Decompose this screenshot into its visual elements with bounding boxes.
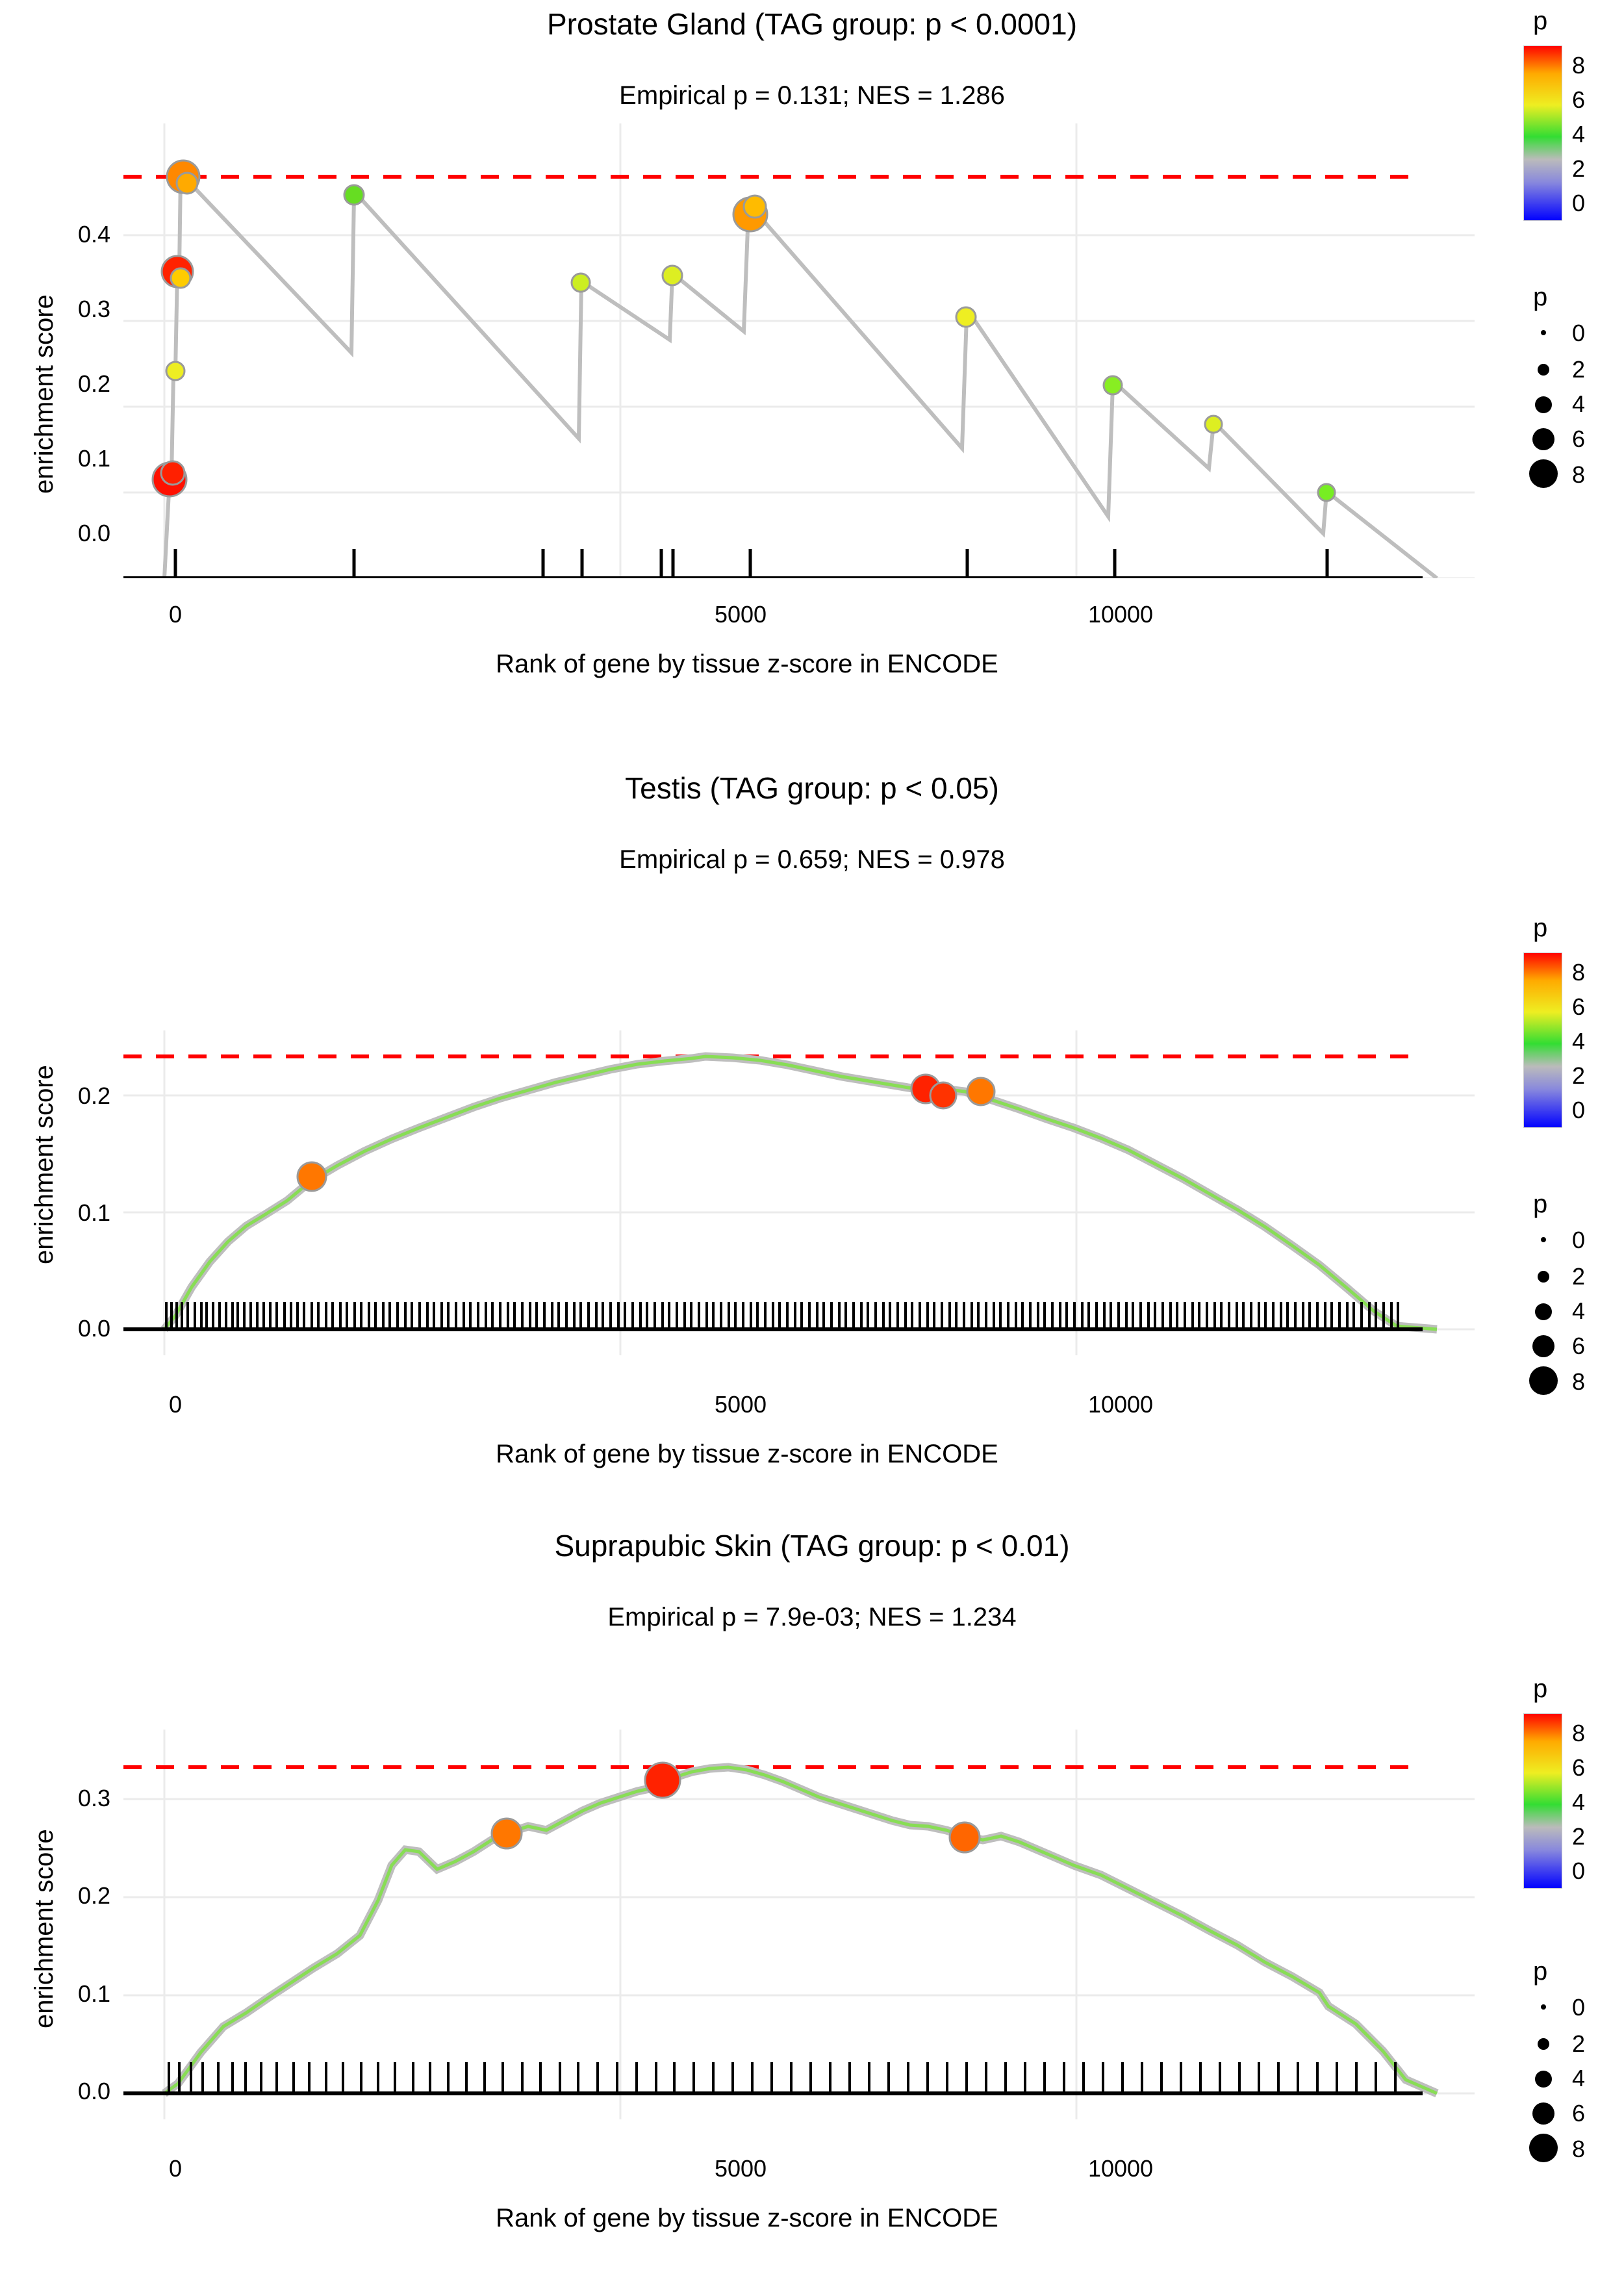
legend-size-dot-4 [1535,2071,1552,2088]
legend-size-label-2: 2 [1572,1263,1586,1290]
legend-size-label-4: 4 [1572,390,1586,417]
legend-size-label-6: 6 [1572,426,1586,452]
legend-size-label-8: 8 [1572,461,1586,488]
y-tick-0.1: 0.1 [77,445,110,472]
legend-size-title: p [1533,283,1548,311]
legend-size-label-2: 2 [1572,2030,1586,2057]
panel-title: Suprapubic Skin (TAG group: p < 0.01) [554,1529,1070,1563]
legend-colorbar [1523,45,1562,221]
legend-size-dot-4 [1535,396,1552,413]
x-axis-label: Rank of gene by tissue z-score in ENCODE [496,2204,998,2232]
legend-size-label-8: 8 [1572,1368,1586,1395]
legend-size-label-0: 0 [1572,1994,1586,2021]
rug-ticks [166,1302,1398,1329]
legend-color-tick-6: 6 [1572,86,1586,113]
legend-size-dot-6 [1532,2102,1554,2125]
y-tick-0.0: 0.0 [77,2078,110,2104]
x-tick-10000: 10000 [1087,1391,1154,1418]
x-tick-5000: 5000 [714,601,767,628]
legend-size-title: p [1533,1190,1548,1218]
panel-subtitle: Empirical p = 7.9e-03; NES = 1.234 [607,1603,1017,1631]
legend-size-dot-8 [1529,2134,1558,2162]
legend-color-tick-4: 4 [1572,1028,1586,1054]
legend-size-dot-0 [1541,330,1546,335]
rug-ticks [169,2062,1395,2093]
legend-color-tick-4: 4 [1572,1789,1586,1815]
legend-size-dot-0 [1541,2004,1546,2010]
legend-size-label-2: 2 [1572,356,1586,383]
x-tick-5000: 5000 [714,1391,767,1418]
legend-color-tick-2: 2 [1572,155,1586,182]
y-axis-label: enrichment score [30,1829,58,2028]
y-tick-0.0: 0.0 [77,520,110,546]
x-axis-label: Rank of gene by tissue z-score in ENCODE [496,1440,998,1468]
legend-size-dot-2 [1538,2038,1549,2050]
panel-subtitle: Empirical p = 0.131; NES = 1.286 [619,81,1005,110]
panel-subtitle: Empirical p = 0.659; NES = 0.978 [619,845,1005,874]
y-axis-label: enrichment score [30,1065,58,1264]
legend-color-tick-4: 4 [1572,121,1586,147]
legend-color-tick-8: 8 [1572,52,1586,79]
legend-size-dot-6 [1532,1335,1554,1357]
panel-title: Prostate Gland (TAG group: p < 0.0001) [546,7,1078,41]
y-tick-0.0: 0.0 [77,1315,110,1342]
panel-title: Testis (TAG group: p < 0.05) [625,771,999,805]
legend-size-dot-2 [1538,1271,1549,1283]
legend-colorbar [1523,1713,1562,1889]
legend-size-label-0: 0 [1572,320,1586,346]
legend-size-label-6: 6 [1572,2100,1586,2127]
legend-size-dot-4 [1535,1303,1552,1320]
legend-color-tick-6: 6 [1572,993,1586,1020]
y-tick-0.2: 0.2 [77,1882,110,1909]
plot-area [123,1730,1475,2119]
legend-size-dot-6 [1532,428,1554,450]
x-tick-0: 0 [168,601,183,628]
legend-color-title: p [1533,913,1548,942]
legend-size-dot-2 [1538,364,1549,376]
plot-area [123,1030,1475,1355]
legend-size-label-8: 8 [1572,2136,1586,2162]
y-tick-0.3: 0.3 [77,296,110,322]
panel-prostate-gland [0,0,1624,758]
y-tick-0.1: 0.1 [77,1199,110,1226]
legend-color-title: p [1533,6,1548,35]
panel-suprapubic-skin [0,1515,1624,2273]
legend-color-tick-0: 0 [1572,1858,1586,1884]
legend-color-tick-8: 8 [1572,1720,1586,1746]
legend-color-tick-0: 0 [1572,190,1586,216]
x-tick-10000: 10000 [1087,2155,1154,2182]
legend-size-title: p [1533,1957,1548,1986]
legend-size-label-4: 4 [1572,1297,1586,1324]
legend-size-dot-8 [1529,1366,1558,1395]
x-tick-0: 0 [168,2155,183,2182]
legend-color-tick-6: 6 [1572,1754,1586,1781]
x-tick-5000: 5000 [714,2155,767,2182]
legend-color-tick-0: 0 [1572,1097,1586,1123]
legend-size-label-0: 0 [1572,1227,1586,1253]
legend-colorbar [1523,952,1562,1128]
legend-size-dot-8 [1529,459,1558,488]
x-tick-10000: 10000 [1087,601,1154,628]
legend-color-tick-8: 8 [1572,959,1586,986]
y-tick-0.1: 0.1 [77,1980,110,2007]
legend-size-dot-0 [1541,1237,1546,1242]
x-axis-label: Rank of gene by tissue z-score in ENCODE [496,650,998,678]
y-tick-0.2: 0.2 [77,370,110,397]
x-tick-0: 0 [168,1391,183,1418]
y-tick-0.2: 0.2 [77,1082,110,1109]
legend-size-label-4: 4 [1572,2065,1586,2091]
legend-size-label-6: 6 [1572,1333,1586,1359]
legend-color-tick-2: 2 [1572,1823,1586,1850]
panel-testis [0,758,1624,1515]
plot-area [123,123,1475,578]
y-tick-0.4: 0.4 [77,221,110,248]
legend-color-title: p [1533,1674,1548,1703]
y-tick-0.3: 0.3 [77,1785,110,1811]
legend-color-tick-2: 2 [1572,1062,1586,1089]
y-axis-label: enrichment score [30,294,58,494]
